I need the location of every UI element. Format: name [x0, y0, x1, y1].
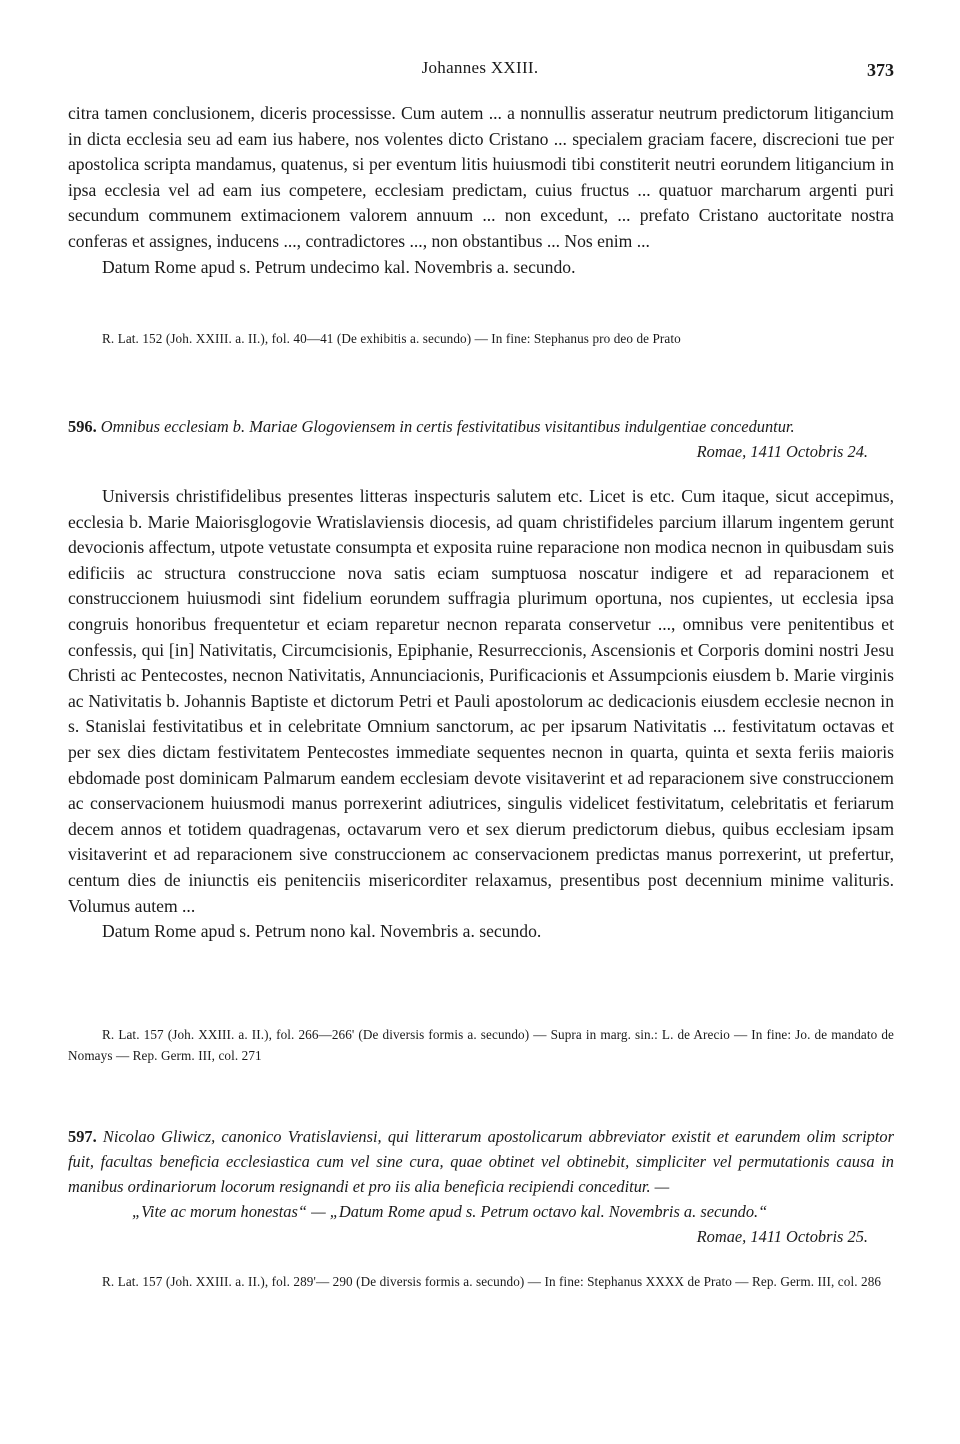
- page-number: 373: [867, 60, 894, 80]
- entry-596-source: [68, 1024, 894, 1066]
- regest-text: Nicolao Gliwicz, canonico Vratislaviensi, qui litterarum apostolicarum abbreviator existit et earundem olim scriptor fuit, facultas beneficia ecclesiastica cum vel sine cura, quae obtinet vel obtinebit, simpliciter vel permutationis causa in manibus ordinariorum locorum resignandi et pro iis alia beneficia recipiendi conceditur. —: [68, 1127, 894, 1196]
- entry-number: 596.: [68, 417, 97, 436]
- continuation-source: [68, 328, 894, 349]
- source-note: R. Lat. 157 (Joh. XXIII. a. II.), fol. 266—266' (De diversis formis a. secundo) — Supra in marg. sin.: L. de Arecio — In fine: Jo. de mandato de Nomays — Rep. Germ. III, col. 271: [68, 1027, 894, 1063]
- continuation-section: [68, 101, 894, 280]
- entry-596-regest: [68, 414, 894, 439]
- running-header: [0, 58, 960, 88]
- entry-597-heading: [68, 1124, 894, 1249]
- entry-597-place-date: Romae, 1411 Octobris 25.: [696, 1227, 868, 1246]
- entry-597-regest: [68, 1124, 894, 1199]
- source-note: R. Lat. 157 (Joh. XXIII. a. II.), fol. 289'— 290 (De diversis formis a. secundo) — In fine: Stephanus XXXX de Prato — Rep. Germ. III, col. 286: [102, 1274, 882, 1289]
- entry-596-text: Universis christifidelibus presentes litteras inspecturis salutem etc. Licet is etc. Cum itaque, sicut accepimus, ecclesia b. Marie Maiorisglogovie Wratislaviensis diocesis, ad quam christifideles parcium illarum ingentem gerunt devocionis affectum, utpote vetustate consumpta et exposita ruine reparacione non modica necnon in quibusdam suis edificiis ac structura construccione nova satis eciam sumptuosa noscatur indigere et ad reparacionem et construccionem huiusmodi sint fidelium eorundem suffragia plurimum oportuna, nos cupientes, ut ecclesia ipsa congruis honoribus frequentetur et eciam reparetur necnon reparata conservetur ..., omnibus vere penitentibus et confessis, qui [in] Nativitatis, Circumcisionis, Epiphanie, Resurreccionis, Ascensionis et Corporis domini nostri Jesu Christi ac Pentecostes, necnon Nativitatis, Annunciacionis, Purificacionis et Assumpcionis eiusdem b. Marie virginis ac Nativitatis b. Johannis Baptiste et dictorum Petri et Pauli apostolorum ac dedicacionis eiusdem ecclesie necnon in s. Stanislai festivitatibus et in celebritate Omnium sanctorum, ac per ipsarum Nativitatis ... festivitatum octavas et per sex dies dictam festivitatem Pentecostes immediate sequentes necnon in quarta, quinta et sexta feriis maioris ebdomade post dominicam Palmarum eandem ecclesiam devote visitaverint et ad reparacionem sive construccionem ac conservacionem huiusmodi manus porrexerint adiutrices, singulis videlicet festivitatum, celebritatis et feriarum decem annos et totidem quadragenas, octavarum vero et sex dierum predictorum diebus, quibus ecclesiam ipsam visitaverint et ad reparacionem sive construccionem ac conservacionem predictas manus porrexerint, ut prefertur, centum dies de iniunctis eis penitenciis misericorditer relaxamus, presentibus post decennium minime valituris. Volumus autem ...: [68, 486, 894, 916]
- source-note: R. Lat. 152 (Joh. XXIII. a. II.), fol. 40—41 (De exhibitis a. secundo) — In fine: Stephanus pro deo de Prato: [102, 331, 681, 346]
- entry-596-place-date: Romae, 1411 Octobris 24.: [696, 442, 868, 461]
- entry-596-heading: [68, 414, 894, 464]
- continuation-paragraph: citra tamen conclusionem, diceris processisse. Cum autem ... a nonnullis asseratur neutrum predictorum litigancium in dicta ecclesia seu ad eam ius habere, nos volentes dicto Cristano ... specialem graciam facere, discrecioni tue per apostolica scripta mandamus, quatenus, si per eventum litis huiusmodi tibi constiterit neutri eorundem litigancium in ipsa ecclesia vel ad eam ius competere, ecclesiam predictam, cuius fructus ... quatuor marcharum argenti puri secundum communem extimacionem valorem annuum ... non excedunt, ... prefato Cristano auctoritate nostra conferas et assignes, inducens ..., contradictores ..., non obstantibus ... Nos enim ...: [68, 103, 894, 251]
- entry-597-source: [68, 1271, 894, 1292]
- continuation-datum: Datum Rome apud s. Petrum undecimo kal. Novembris a. secundo.: [102, 256, 576, 277]
- entry-597-incipit: „Vite ac morum honestas“ — „Datum Rome apud s. Petrum octavo kal. Novembris a. secundo.“: [132, 1202, 768, 1221]
- running-title: Johannes XXIII.: [421, 58, 539, 77]
- regest-text: Omnibus ecclesiam b. Mariae Glogoviensem in certis festivitatibus visitantibus indulgentiae conceduntur.: [100, 417, 795, 436]
- entry-596-datum: Datum Rome apud s. Petrum nono kal. Novembris a. secundo.: [102, 921, 542, 942]
- entry-number: 597.: [68, 1127, 97, 1146]
- entry-596-body: [68, 484, 894, 945]
